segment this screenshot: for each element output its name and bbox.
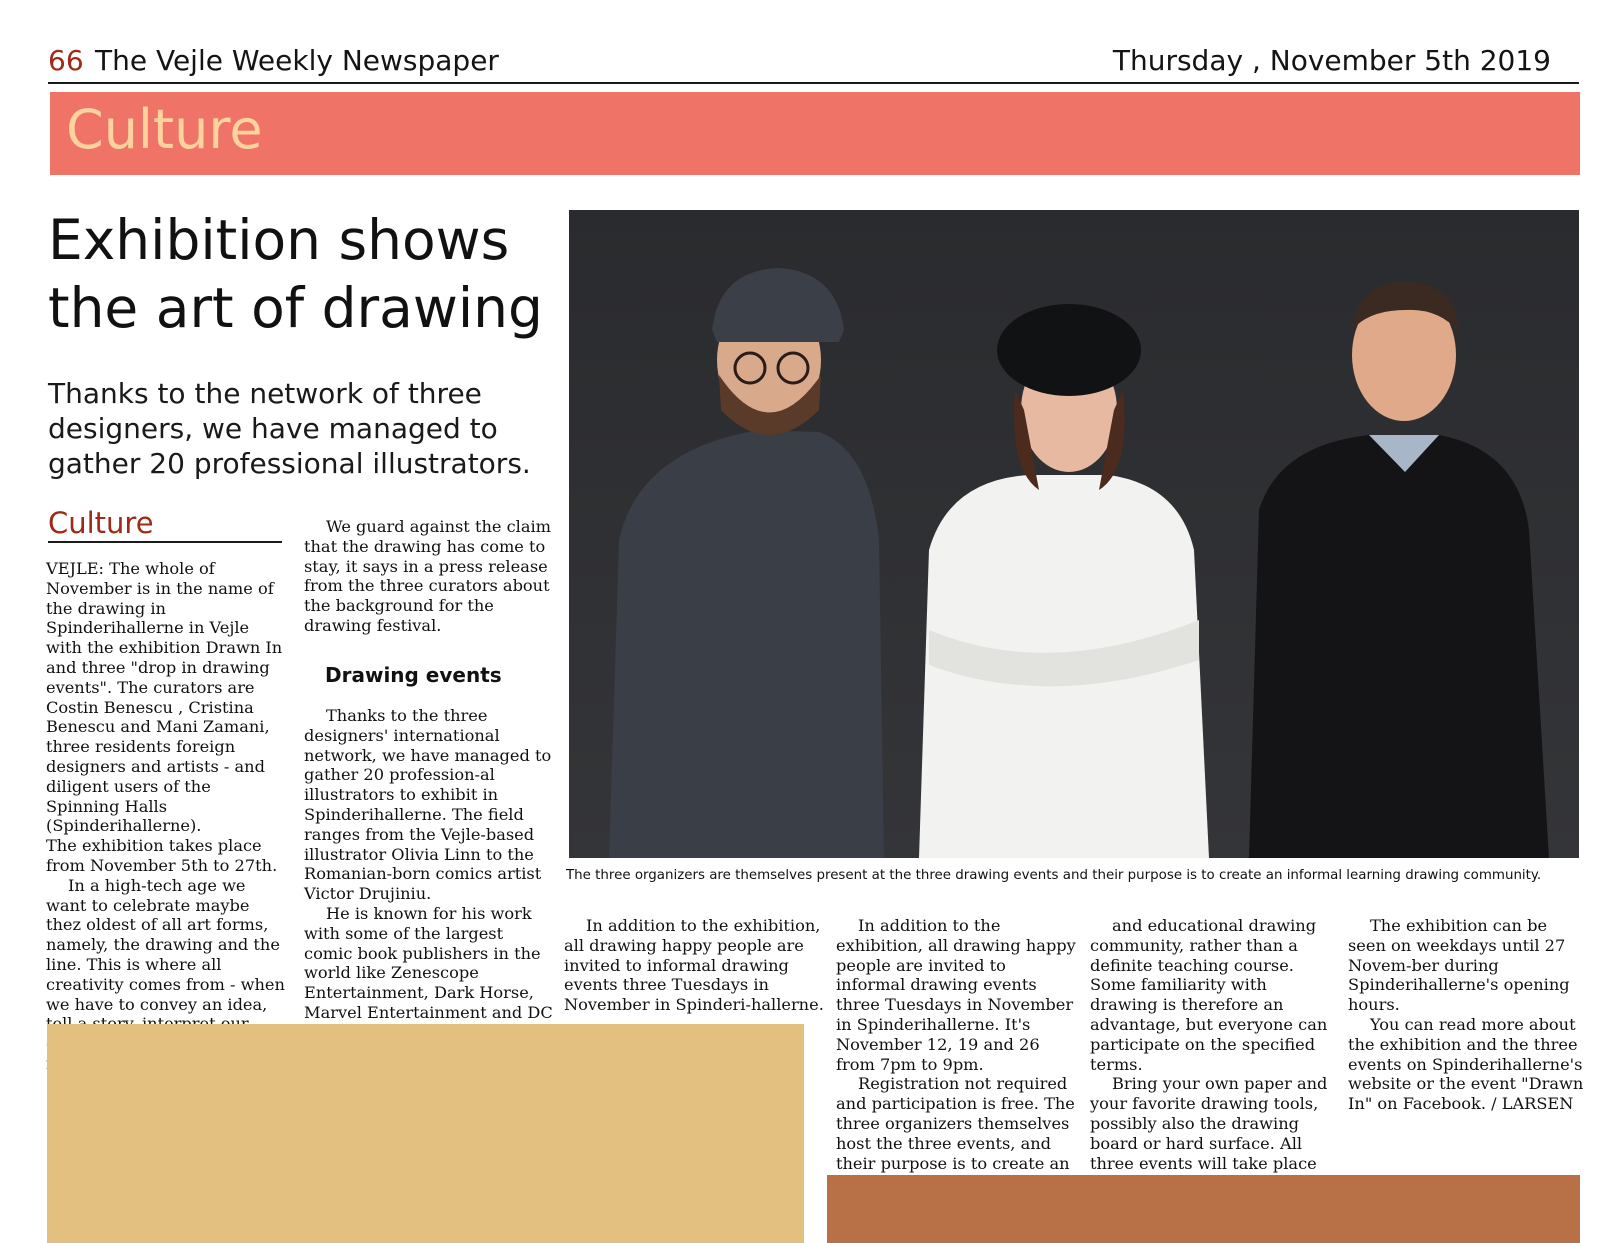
paragraph: The exhibition takes place from November 5th to 27th. [46, 836, 278, 875]
article-column-5 [1090, 916, 1330, 1193]
article-photo [569, 210, 1579, 858]
article-column-1 [46, 559, 288, 1074]
kicker-divider [48, 541, 282, 543]
paragraph: VEJLE: The whole of November is in the name of the drawing in Spinderihallerne in Vejle with the exhibition Drawn In and three "drop in drawing events". The curators are Costin Benescu , Cristina Benescu and Mani Zamani, three residents foreign designers and artists - and diligent users of the Spinning Halls (Spinderihallerne). [46, 559, 283, 836]
paragraph: Bring your own paper and your favorite drawing tools, possibly also the drawing board or hard surface. All three events will take place [1090, 1074, 1328, 1173]
paragraph: In addition to the exhibition, all drawing happy people are invited to informal drawing events three Tuesdays in November in Spinderi-hallerne. [564, 916, 824, 1015]
issue-date: Thursday , November 5th 2019 [1112, 44, 1551, 77]
article-column-4 [836, 916, 1076, 1193]
ad-placeholder-block [47, 1024, 804, 1243]
article-lede: Thanks to the network of three designers, we have managed to gather 20 professional illustrators. [48, 377, 531, 480]
photo-caption: The three organizers are themselves present at the three drawing events and their purpose is to create an informal learning drawing community. [566, 868, 1542, 883]
section-banner [50, 92, 1580, 175]
paragraph: The exhibition can be seen on weekdays until 27 Novem-ber during Spinderihallerne's opening hours. [1348, 916, 1570, 1015]
article-column-2 [304, 517, 556, 636]
paragraph: Registration not required and participation is free. The three organizers themselves host the three events, and their purpose is to create an [836, 1074, 1075, 1173]
paragraph: In addition to the exhibition, all drawing happy people are invited to informal drawing events three Tuesdays in November in Spinderihallerne. It's November 12, 19 and 26 from 7pm to 9pm. [836, 916, 1076, 1074]
paragraph: Thanks to the three designers' international network, we have managed to gather 20 profession-al illustrators to exhibit in Spinderihallerne. The field ranges from the Vejle-based illustrator Olivia Linn to the Romanian-born comics artist Victor Drujiniu. [304, 706, 552, 904]
article-kicker: Culture [48, 506, 154, 540]
photo-illustration [569, 210, 1579, 858]
section-title: Culture [66, 98, 263, 161]
article-column-3 [564, 916, 826, 1015]
paragraph: He is known for his work with some of the largest comic book publishers in the world like Zenescope Entertainment, Dark Horse, Marvel Entertainment and DC [304, 903, 553, 1022]
paragraph: and educational drawing community, rather than a definite teaching course. Some familiarity with drawing is therefore an advantage, but everyone can participate on the specified terms. [1090, 916, 1328, 1074]
article-subhead: Drawing events [325, 663, 502, 687]
header-divider [48, 82, 1579, 84]
ad-placeholder-block-secondary [827, 1175, 1580, 1243]
article-column-6 [1348, 916, 1588, 1114]
newspaper-name: The Vejle Weekly Newspaper [95, 44, 499, 77]
paragraph: In a high-tech age we want to celebrate maybe thez oldest of all art forms, namely, the drawing and the line. This is where all creativity comes from - when we have to convey an idea, [46, 875, 285, 1014]
article-headline: Exhibition shows the art of drawing [48, 208, 543, 340]
article-column-2-continued [304, 706, 556, 1043]
paragraph: We guard against the claim that the drawing has come to stay, it says in a press release from the three curators about the background for the drawing festival. [304, 517, 552, 635]
page-number: 66 [48, 44, 84, 77]
paragraph: You can read more about the exhibition and the three events on Spinderihallerne's website or the event "Drawn In" on Facebook. / LARSEN [1348, 1014, 1584, 1114]
